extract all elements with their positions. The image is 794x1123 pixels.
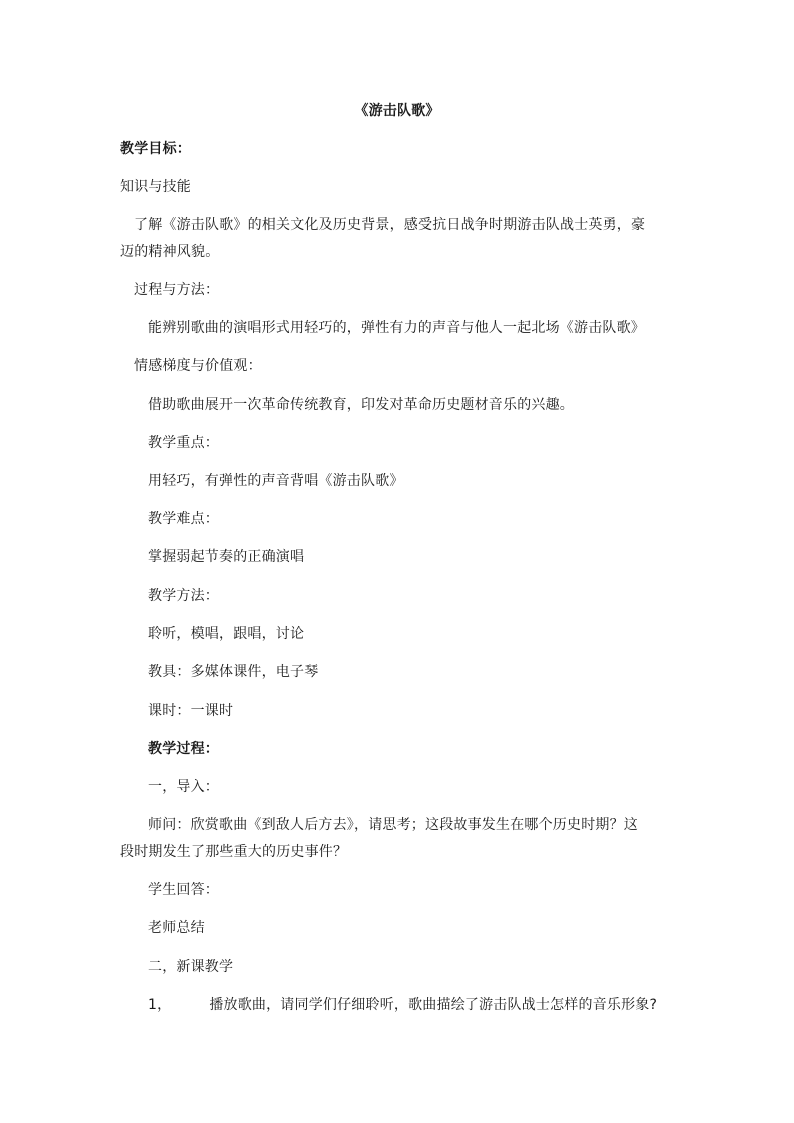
- step1-line: [148, 995, 657, 1015]
- intro-heading: 一，导入：: [148, 779, 219, 795]
- key-text: 用轻巧，有弹性的声音背唱《游击队歌》: [148, 473, 404, 489]
- hours-text: 课时：一课时: [148, 703, 234, 719]
- step1-text: 播放歌曲，请同学们仔细聆听，歌曲描绘了游击队战士怎样的音乐形象?: [209, 997, 658, 1013]
- teacher-summary: 老师总结: [148, 920, 205, 936]
- teacher-question-line1: 师问：欣赏歌曲《到敌人后方去》，请思考；这段故事发生在哪个历史时期？这: [148, 817, 638, 833]
- method-heading: 教学方法：: [148, 588, 219, 604]
- key-heading: 教学重点：: [148, 435, 219, 451]
- process-heading: 过程与方法：: [134, 282, 220, 298]
- process-text: 能辨别歌曲的演唱形式用轻巧的，弹性有力的声音与他人一起北场《游击队歌》: [148, 320, 645, 336]
- teacher-question-line2: 段时期发生了那些重大的历史事件？: [120, 844, 348, 860]
- student-answer: 学生回答：: [148, 882, 219, 898]
- difficulty-heading: 教学难点：: [148, 511, 219, 527]
- emotion-text: 借助歌曲展开一次革命传统教育，印发对革命历史题材音乐的兴趣。: [148, 397, 574, 413]
- tools-text: 教具：多媒体课件，电子琴: [148, 664, 319, 680]
- document-title: 《游击队歌》: [354, 103, 440, 119]
- new-lesson-heading: 二，新课教学: [148, 959, 234, 975]
- knowledge-heading: 知识与技能: [120, 179, 191, 195]
- knowledge-text-line1: 了解《游击队歌》的相关文化及历史背景，感受抗日战争时期游击队战士英勇，豪: [134, 217, 646, 233]
- step1-number: 1，: [148, 997, 172, 1013]
- emotion-heading: 情感梯度与价值观：: [134, 358, 262, 374]
- knowledge-text-line2: 迈的精神风貌。: [120, 244, 220, 260]
- method-text: 聆听，模唱，跟唱，讨论: [148, 626, 305, 642]
- process-main-heading: 教学过程：: [148, 741, 219, 757]
- difficulty-text: 掌握弱起节奏的正确演唱: [148, 549, 305, 565]
- objectives-heading: 教学目标：: [120, 141, 191, 157]
